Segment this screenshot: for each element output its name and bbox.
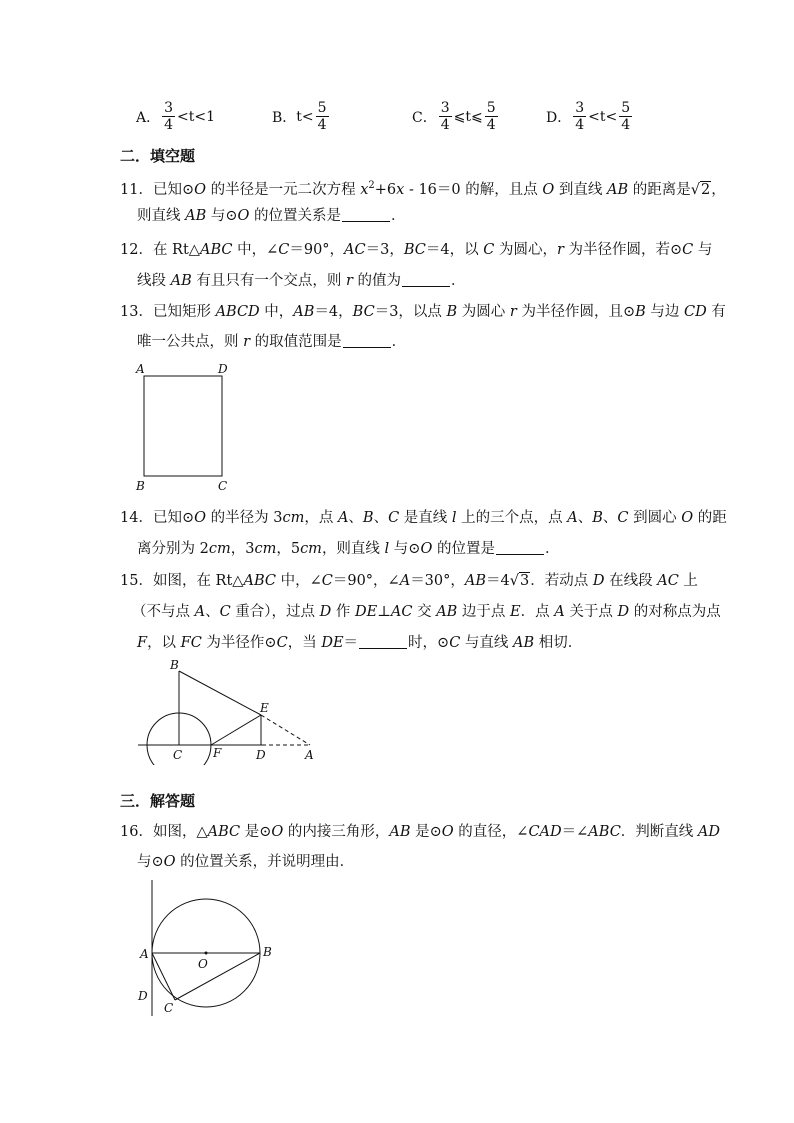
math-variable: C [388, 510, 400, 526]
answer-blank[interactable] [402, 272, 450, 287]
text-segment: 、 [577, 510, 593, 526]
segment-ac [152, 953, 175, 1000]
math-variable: AB [185, 208, 207, 224]
text-segment: 为圆心， [494, 242, 557, 258]
math-variable: B [446, 304, 458, 320]
text-segment: 、 [348, 510, 363, 526]
answer-blank[interactable] [342, 207, 390, 222]
math-variable: DE [321, 635, 344, 651]
option-label: B． [272, 109, 297, 126]
text-segment: 为半径作圆，且⊙ [516, 304, 636, 320]
text-segment: 中，∠ [232, 242, 279, 258]
math-variable: ABC [243, 573, 276, 589]
question-14-line-1 [120, 508, 727, 528]
question-13-line-2 [137, 332, 406, 352]
text-segment: 为半径作⊙ [201, 635, 277, 651]
section-heading-answer: 三．解答题 [120, 792, 196, 810]
denominator: 4 [317, 117, 327, 133]
math-variable: cm [282, 510, 305, 526]
math-variable: AB [513, 635, 535, 651]
text-segment: ， [711, 181, 726, 198]
text-segment: 的距离是 [628, 181, 691, 198]
math-variable: l [451, 510, 457, 526]
question-11-line-2 [137, 206, 406, 226]
denominator: 4 [164, 117, 174, 133]
math-variable: O [194, 510, 206, 526]
text-segment: ，当 [287, 635, 322, 651]
text-segment: ．点 [520, 604, 555, 620]
math-variable: ABCD [215, 304, 260, 320]
math-variable: AC [344, 242, 366, 258]
label-o: O [198, 957, 208, 971]
text-segment: 的值为 [352, 273, 402, 289]
text-segment: 、 [373, 510, 389, 526]
label-b: B [263, 945, 272, 959]
math-variable: r [509, 304, 517, 320]
text-segment: ＝4，以 [425, 242, 484, 258]
text-segment: 2 [700, 181, 711, 198]
denominator: 4 [486, 117, 496, 133]
text-segment: 与边 [645, 304, 684, 320]
text-segment: 与 [693, 242, 713, 258]
math-variable: E [510, 604, 521, 620]
text-segment: 有 [706, 304, 726, 320]
math-variable: D [617, 604, 630, 620]
math-variable: F [137, 635, 148, 651]
text-segment: ⊥ [377, 604, 391, 620]
text-segment: 的取值范围是 [250, 334, 342, 350]
answer-blank[interactable] [496, 540, 544, 555]
question-13-line-1 [120, 302, 726, 322]
text-segment: 是⊙ [410, 824, 442, 840]
sqrt: √2 [690, 181, 711, 198]
label-c: C [173, 748, 183, 762]
text-segment: 是直线 [399, 510, 452, 526]
text-segment: 16．如图，△ [120, 824, 208, 840]
label-a: A [136, 362, 145, 376]
numerator: 3 [164, 100, 174, 116]
math-variable: O [163, 854, 176, 870]
text-segment: ＝90°， [289, 242, 345, 258]
math-variable: r [243, 334, 251, 350]
text-segment: 唯一公共点，则 [137, 334, 244, 350]
text-segment: 时，⊙ [408, 635, 450, 651]
label-d: D [256, 748, 266, 762]
text-segment: 、 [602, 510, 618, 526]
math-variable: AB [606, 181, 629, 198]
section-heading-fill-in: 二．填空题 [120, 147, 196, 165]
math-variable: O [271, 824, 284, 840]
text-segment: 重合），过点 [230, 604, 320, 620]
math-variable: r [556, 242, 564, 258]
text-segment: +6 [374, 181, 397, 198]
math-variable: AC [657, 573, 679, 589]
math-variable: CD [684, 304, 707, 320]
text-segment: 到圆心 [628, 510, 682, 526]
text-segment: ，以 [147, 635, 181, 651]
question-12-line-2 [137, 271, 466, 291]
math-variable: A [554, 604, 565, 620]
text-segment: 的半径为 3 [206, 510, 283, 526]
option-d [546, 100, 634, 133]
text-segment: 相切． [534, 635, 583, 651]
math-variable: BC [352, 304, 375, 320]
text-segment: 的半径是一元二次方程 [206, 181, 361, 198]
inequality: <t< [177, 108, 207, 125]
math-variable: O [441, 824, 454, 840]
bound: 1 [206, 108, 216, 125]
triangle-circle-figure [130, 655, 330, 765]
math-variable: AB [389, 824, 411, 840]
numerator: 3 [440, 100, 450, 116]
question-15-line-1 [120, 571, 698, 591]
math-variable: ABC [207, 824, 241, 840]
text-segment: - 16＝0 的解，且点 [404, 181, 543, 198]
question-15-line-2 [132, 602, 721, 622]
numerator: 5 [621, 100, 631, 116]
text-segment: ＝30°， [410, 573, 465, 589]
denominator: 4 [575, 117, 585, 133]
sqrt: √3 [509, 573, 530, 589]
question-14-line-2 [137, 539, 559, 559]
fraction [619, 100, 632, 133]
numerator: 5 [317, 100, 327, 116]
math-variable: CAD [528, 824, 562, 840]
math-variable: AB [293, 304, 315, 320]
math-variable: x [396, 181, 405, 198]
segment-cb [175, 953, 260, 1000]
text-segment: 11．已知⊙ [120, 181, 195, 198]
segment-ea-dashed [261, 715, 310, 745]
text-segment: ． [391, 208, 406, 224]
math-variable: C [276, 635, 288, 651]
inscribed-triangle-figure [130, 876, 290, 1021]
text-segment: 边于点 [457, 604, 511, 620]
text-segment: 交 [412, 604, 437, 620]
math-variable: O [542, 181, 555, 198]
fraction [316, 100, 329, 133]
math-variable: C [278, 242, 290, 258]
math-variable: AC [390, 604, 413, 620]
math-variable: D [319, 604, 332, 620]
label-b: B [136, 479, 145, 493]
option-a [136, 100, 215, 133]
text-segment: ＝4， [314, 304, 353, 320]
fraction [439, 100, 452, 133]
text-segment: ，点 [304, 510, 338, 526]
math-variable: cm [254, 541, 277, 557]
math-variable: x [360, 181, 369, 198]
option-b [272, 100, 331, 133]
question-15-line-3 [137, 633, 582, 653]
math-variable: D [592, 573, 605, 589]
label-a: A [305, 748, 314, 762]
text-segment: 的位置关系是 [249, 208, 342, 224]
math-variable: C [219, 604, 231, 620]
text-segment: 离分别为 2 [137, 541, 209, 557]
math-variable: O [681, 510, 694, 526]
text-segment: 为圆心 [457, 304, 510, 320]
inequality: <t< [588, 108, 618, 125]
text-segment: ＝3， [365, 242, 404, 258]
text-segment: ＝∠ [561, 824, 589, 840]
math-variable: C [449, 635, 461, 651]
text-segment: ＝4 [486, 573, 510, 589]
numerator: 3 [575, 100, 585, 116]
math-variable: AD [697, 824, 721, 840]
text-segment: 的位置关系，并说明理由． [175, 854, 355, 870]
option-c [412, 100, 500, 133]
text-segment: 为半径作圆，若⊙ [563, 242, 683, 258]
text-segment: ，3 [230, 541, 255, 557]
text-segment: 在线段 [604, 573, 658, 589]
math-variable: C [682, 242, 694, 258]
label-d: D [218, 362, 228, 376]
text-segment: ．判断直线 [620, 824, 698, 840]
text-segment: 12．在 Rt△ [120, 242, 200, 258]
text-segment: 是⊙ [240, 824, 272, 840]
math-variable: C [483, 242, 495, 258]
math-variable: B [592, 510, 603, 526]
fraction [485, 100, 498, 133]
text-segment: 到直线 [554, 181, 607, 198]
text-segment: 有且只有一个交点，则 [191, 273, 346, 289]
text-segment: ＝3，以点 [374, 304, 447, 320]
label-d: D [138, 989, 148, 1003]
question-11-line-1 [120, 176, 726, 200]
text-segment: 作 [331, 604, 356, 620]
text-segment: ，则直线 [321, 541, 385, 557]
option-label: A． [136, 109, 161, 126]
math-variable: ABC [199, 242, 233, 258]
text-segment: 与⊙ [206, 208, 238, 224]
text-segment: 14．已知⊙ [120, 510, 195, 526]
math-variable: O [420, 541, 433, 557]
question-12-line-1 [120, 240, 712, 260]
text-segment: 上的三个点，点 [456, 510, 568, 526]
answer-blank[interactable] [359, 634, 407, 649]
segment-fe [211, 715, 261, 745]
question-16-line-1 [120, 822, 720, 842]
text-segment: 的位置是 [432, 541, 495, 557]
text-segment: 、 [205, 604, 220, 620]
math-variable: AB [436, 604, 458, 620]
math-variable: C [321, 573, 333, 589]
label-b: B [170, 658, 179, 672]
math-variable: C [617, 510, 629, 526]
fraction [162, 100, 175, 133]
math-variable: AB [170, 273, 192, 289]
text-segment: ＝90°，∠ [332, 573, 400, 589]
text-segment: （不与点 [132, 604, 195, 620]
text-segment: ． [391, 334, 407, 350]
question-16-line-2 [137, 852, 354, 872]
text-segment: 15．如图，在 Rt△ [120, 573, 244, 589]
label-a: A [140, 947, 149, 961]
math-variable: O [194, 181, 206, 198]
center-point [205, 952, 208, 955]
math-variable: A [194, 604, 206, 620]
text-segment: 的内接三角形， [283, 824, 390, 840]
text-segment: 中，∠ [275, 573, 322, 589]
math-variable: B [635, 304, 646, 320]
text-segment: 与⊙ [389, 541, 421, 557]
math-variable: cm [300, 541, 322, 557]
text-segment: 线段 [137, 273, 171, 289]
math-variable: BC [403, 242, 426, 258]
rectangle-abcd [144, 376, 222, 476]
text-segment: 上 [678, 573, 698, 589]
text-segment: 3 [520, 573, 530, 589]
math-variable: ABC [588, 824, 621, 840]
rectangle-figure [130, 360, 240, 495]
text-segment: 与直线 [460, 635, 514, 651]
option-label: C． [412, 109, 437, 126]
option-label: D． [546, 109, 572, 126]
math-variable: DE [355, 604, 378, 620]
inequality: t< [296, 108, 314, 125]
fraction [573, 100, 586, 133]
text-segment: 则直线 [137, 208, 186, 224]
math-variable: AB [464, 573, 487, 589]
text-segment: 的对称点为点 [629, 604, 721, 620]
text-segment: 与⊙ [137, 854, 164, 870]
numerator: 5 [486, 100, 496, 116]
math-variable: cm [208, 541, 231, 557]
text-segment: ． [451, 273, 466, 289]
denominator: 4 [621, 117, 631, 133]
segment-be [179, 671, 261, 715]
text-segment: ，5 [276, 541, 301, 557]
math-variable: l [384, 541, 390, 557]
label-e: E [260, 701, 269, 715]
math-variable: A [567, 510, 578, 526]
text-segment: 2 [368, 180, 375, 191]
answer-blank[interactable] [343, 333, 391, 348]
text-segment: 13．已知矩形 [120, 304, 216, 320]
math-variable: A [399, 573, 411, 589]
inequality: ⩽t⩽ [453, 108, 483, 125]
label-c: C [164, 1001, 174, 1015]
label-f: F [213, 746, 222, 760]
text-segment: ＝ [343, 635, 359, 651]
text-segment: 的直径，∠ [453, 824, 529, 840]
math-variable: B [362, 510, 374, 526]
text-segment: 关于点 [564, 604, 618, 620]
math-variable: r [345, 273, 353, 289]
text-segment: ．若动点 [530, 573, 593, 589]
text-segment: ． [544, 541, 560, 557]
text-segment: 的距 [693, 510, 727, 526]
math-variable: A [337, 510, 349, 526]
math-variable: O [237, 208, 250, 224]
math-variable: FC [180, 635, 202, 651]
text-segment: 中， [259, 304, 294, 320]
label-c: C [218, 479, 228, 493]
denominator: 4 [440, 117, 450, 133]
